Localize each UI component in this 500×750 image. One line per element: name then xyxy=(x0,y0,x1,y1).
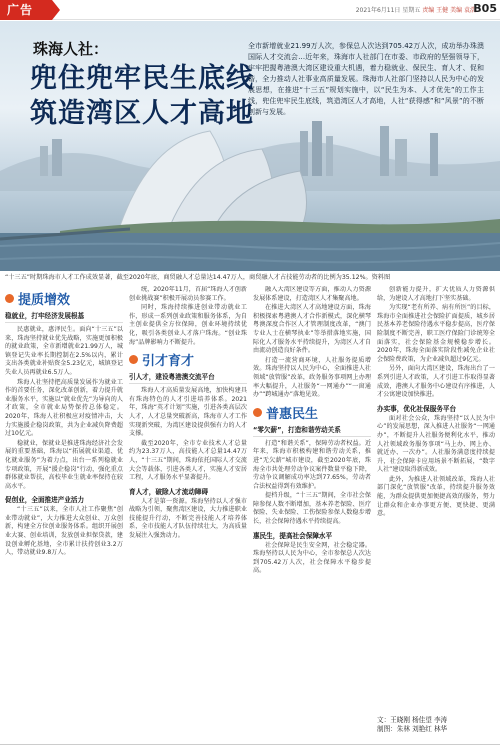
hero-image xyxy=(0,21,500,271)
paragraph: 统，2020年11月，首届“珠海人才创新创业挑战赛”积极开展动员参赛工作。 xyxy=(129,286,247,302)
paragraph: 另外，面向大湾区建设，珠海出台了一系列引进人才政策，人才引进工作取得显著成效，港澳人才服务中心建设有序推进，人才公寓建设加快推进。 xyxy=(377,365,495,399)
paragraph: 人才是第一资源。珠海坚持以人才强市战略为引领，聚焦湾区建设，大力推进职业技能提升行动，不断完善技能人才培养体系，全市技能人才队伍持续壮大，为高质量发展注入强劲动力。 xyxy=(129,497,247,540)
headline xyxy=(30,61,254,131)
paragraph: 提档升级，“十三五”期间，全市社会保障参保人数不断增加，基本养老保险、医疗保险、失业保险、工伤保险参保人数稳步增长，社会保障待遇水平持续提高。 xyxy=(253,492,371,526)
paragraph: 面对社会公众，珠海坚持“以人民为中心”的发展思想，深入推进人社服务“一网通办”，不断提升人社服务便利化水平，推动人社领域政务服务事项“马上办、网上办、就近办、一次办”。人社服务满意度持续提升，社会保障卡应用场景不断拓展，“数字人社”建设取得新成效。 xyxy=(377,414,495,474)
section-heading-1 xyxy=(5,289,123,308)
inline-heading: 惠民生，提高社会保障水平 xyxy=(253,531,333,540)
dateline xyxy=(356,5,476,14)
section-bullet-icon xyxy=(5,294,14,303)
section-bullet-icon xyxy=(129,355,138,364)
paragraph: 同时，珠海持续推进创业带动就业工作，形成一系列创业政策和服务体系，为自主创业提供全方位保障，创业环境持续优化，吸引各类创业人才落户珠海。“创业珠海”品牌影响力不断提升。 xyxy=(129,304,247,346)
dateline-editors: 责编 王健 美编 袁浩 xyxy=(422,7,476,14)
column-2 xyxy=(129,286,247,712)
inline-heading: 促创业，全面推进产业活力 xyxy=(5,496,85,505)
bottom-divider xyxy=(0,744,500,745)
photo-caption: “十三五”时期珠海市人才工作成效显著，截至2020年底，商贸融人才总量达14.47万人，商贸融人才占技能劳动者的比例为35.12%。资料图 xyxy=(5,274,391,281)
headline-line-2: 筑造湾区人才高地 xyxy=(30,98,254,129)
paragraph: 民惠就业，惠泽民生。面向“十三五”以来，珠海坚持就业优先战略，实施更加积极的就业政策，全市新增就业21.99万人，城镇登记失业率长期控制在2.5%以内，累计支出各类就业补贴资金5.23亿元，城镇登记失业人员再就业6.5万人。 xyxy=(5,326,123,376)
paragraph: 珠海人才高质量发展高地，加快构建具有珠海特色的人才引进培养体系。2021年，珠海“英才计划”实施，引进各类高层次人才，人才总量突破新高，珠海市人才工作实现新突破，为湾区建设提供强有力的人才支撑。 xyxy=(129,387,247,438)
section-bullet-icon xyxy=(253,408,262,417)
paragraph: 截至2020年，全市专业技术人才总量约为23.37万人，高技能人才总量14.47万人，“十三五”期间，珠海依托国际人才交流大会等载体，引进各类人才，实施人才安居工程，人才服务水平显著提升。 xyxy=(129,439,247,482)
paragraph: 为实现“老有所养、病有所医”的目标，珠海市全面推进社会保险扩面提质，城乡居民基本养老保险待遇水平稳步提高，医疗保险制度不断完善，职工医疗保险门诊统筹全面落实，社会保险基金规模稳步增长。2020年，珠海全面落实阶段性减免企业社会保险费政策，为企业减负超过9亿元。 xyxy=(377,304,495,363)
paragraph: 稳就业，保就业是推进珠海经济社会发展的重要基础，珠海以“拓展就业渠道、优化就业服务”为着力点，出台一系列稳就业专项政策，开展“援企稳岗”行动，强化重点群体就业帮扶，高校毕业生就业率保持在较高水平。 xyxy=(5,439,123,490)
byline-credits xyxy=(377,716,447,734)
paragraph: 创新能力提升，扩大优质人力资源供给，为建设人才高地打下坚实基础。 xyxy=(377,286,495,302)
headline-line-1: 兜住兜牢民生底线 xyxy=(30,63,254,94)
section-title: 普惠民生 xyxy=(266,406,319,422)
credits-graphics: 制图：朱林 刘艳红 林华 xyxy=(377,725,448,733)
paragraph: 此外，为推进人社领域改革，珠海人社部门深化“放管服”改革，持续提升服务效能，为群众提供更加便捷高效的服务，努力让群众和企业办事更方便、更快捷、更满意。 xyxy=(377,475,495,518)
section-heading-3 xyxy=(253,403,371,422)
column-1 xyxy=(5,286,123,712)
paragraph: 珠海人社坚持把高质量发展作为就业工作的首要任务，深化改革创新，着力提升就业服务水平，实施以“就业优先”为导向的人才政策，全市就业局势保持总体稳定。2020年，珠海人社积极应对疫情冲击，大力实施援企稳岗政策，共为企业减负降费超过10亿元。 xyxy=(5,378,123,438)
section-subtitle: “零欠薪”，打造和谐劳动关系 xyxy=(253,424,371,437)
paragraph: 融入大湾区建设等方面，推动人力资源发展体系建设，打造湾区人才集聚高地。 xyxy=(253,286,371,302)
section-title: 提质增效 xyxy=(18,293,71,308)
credits-writers: 文：王晓刚 杨佳望 李涛 xyxy=(377,716,448,724)
sub-headline: 珠海人社： xyxy=(33,40,109,58)
section-tag: 广告 xyxy=(0,0,52,20)
section-subtitle: 引人才，建设粤港澳交流平台 xyxy=(129,371,247,384)
paragraph: 打造“和谐关系”，保障劳动者权益。近年来，珠海市积极构建和谐劳动关系，推进“无欠薪”城市建设，截至2020年底，珠海全市共处理劳动争议案件数量平稳下降，劳动争议调解成功率达到77.65%，劳动者合法权益得到有效维护。 xyxy=(253,439,371,490)
paragraph: “十三五”以来，全市人社工作聚焦“创业带动就业”，大力推进大众创业、万众创新，构建全方位创业服务体系。组织开展创业大赛、创业培训，发放创业担保贷款，建设创业孵化基地，全市累计扶持创业3.2万人，带动就业9.8万人。 xyxy=(5,506,123,557)
lead-paragraph: 全市新增就业21.99万人次，参保总人次达到705.42万人次，成功举办珠澳国际人才交流会…近年来，珠海市人社部门在市委、市政府的坚强领导下，牢牢把握粤港澳大湾区建设重大机遇，着力稳就业、保民生、育人才、促和谐，全力推动人社事业高质量发展。珠海市人社部门坚持以人民为中心的发展思想，在推进“十三五”规划实施中，以“民生为本、人才优先”的工作主线，兜住兜牢民生底线，筑造湾区人才高地，人社“获得感”和“风景”的不断创新与发展。 xyxy=(248,42,484,116)
inline-heading: 育人才，破除人才流动障碍 xyxy=(129,487,209,496)
article-body xyxy=(5,286,495,712)
section-title: 引才育才 xyxy=(142,354,195,370)
inline-heading: 办实事，优化社保服务平台 xyxy=(377,404,457,413)
section-subtitle: 稳就业，打牢经济发展根基 xyxy=(5,310,123,323)
section-heading-2 xyxy=(129,350,247,369)
dateline-date: 2021年6月11日 星期五 xyxy=(355,7,421,14)
page-header xyxy=(0,0,500,20)
paragraph: 打造一流营商环境，人社服务提质增效。珠海坚持以人民为中心，全面推进人社领域“放管服”改革，政务服务事项网上办理率大幅提升，人社服务“一网通办”“一窗通办”“跨城通办”落地见效。 xyxy=(253,356,371,399)
page-number: B05 xyxy=(473,2,497,15)
paragraph: 在推进大湾区人才高地建设方面，珠海积极探索粤港澳人才合作新模式，深化横琴粤澳深度合作区人才管理制度改革，“澳门专业人士在横琴执业”等举措落地实施，国际化人才服务水平持续提升，为湾区人才自由流动创造良好条件。 xyxy=(253,304,371,355)
paragraph: 社会保障是民生安全网，社会稳定器。珠海坚持以人民为中心，全市参保总人次达到705.42万人次，社会保障水平稳步提高。 xyxy=(253,541,371,575)
column-3 xyxy=(253,286,371,712)
column-4 xyxy=(377,286,495,712)
